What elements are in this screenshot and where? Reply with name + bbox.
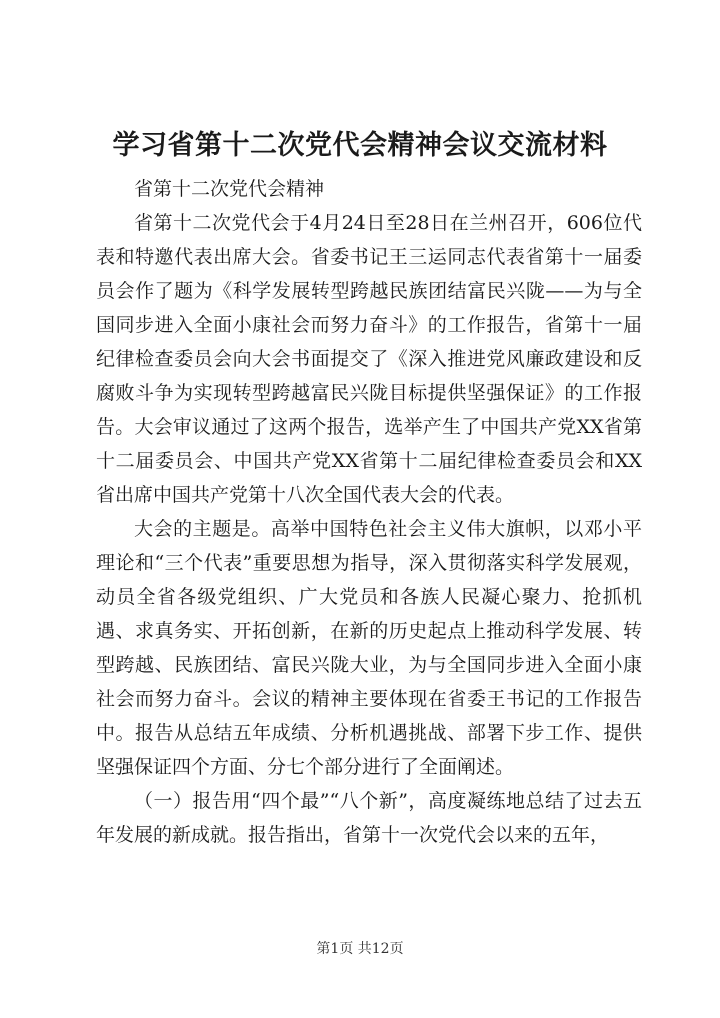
paragraph-congress-theme: 大会的主题是。高举中国特色社会主义伟大旗帜，以邓小平理论和“三个代表”重要思想为指导，深入贯彻落实科学发展观，动员全省各级党组织、广大党员和各族人民凝心聚力、抢抓机遇、求真务实、开拓创新，在新的历史起点上推动科学发展、转型跨越、民族团结、富民兴陇大业，为与全国同步进入全面小康社会而努力奋斗。会议的精神主要体现在省委王书记的工作报告中。报告从总结五年成绩、分析机遇挑战、部署下步工作、提供坚强保证四个方面、分七个部分进行了全面阐述。 [96, 518, 642, 778]
paragraph-section-one: （一）报告用“四个最”“八个新”，高度凝练地总结了过去五年发展的新成就。报告指出，省第十一次党代会以来的五年， [96, 790, 642, 846]
document-body [96, 172, 642, 852]
document-title: 学习省第十二次党代会精神会议交流材料 [112, 130, 608, 161]
paragraph-congress-overview: 省第十二次党代会于4月24日至28日在兰州召开，606位代表和特邀代表出席大会。省委书记王三运同志代表省第十一届委员会作了题为《科学发展转型跨越民族团结富民兴陇——为与全国同步进入全面小康社会而努力奋斗》的工作报告，省第十一届纪律检查委员会向大会书面提交了《深入推进党风廉政建设和反腐败斗争为实现转型跨越富民兴陇目标提供坚强保证》的工作报告。大会审议通过了这两个报告，选举产生了中国共产党XX省第十二届委员会、中国共产党XX省第十二届纪律检查委员会和XX省出席中国共产党第十八次全国代表大会的代表。 [96, 212, 642, 506]
paragraph-subtitle: 省第十二次党代会精神 [134, 178, 325, 200]
page-footer: 第1页 共12页 [316, 941, 404, 957]
